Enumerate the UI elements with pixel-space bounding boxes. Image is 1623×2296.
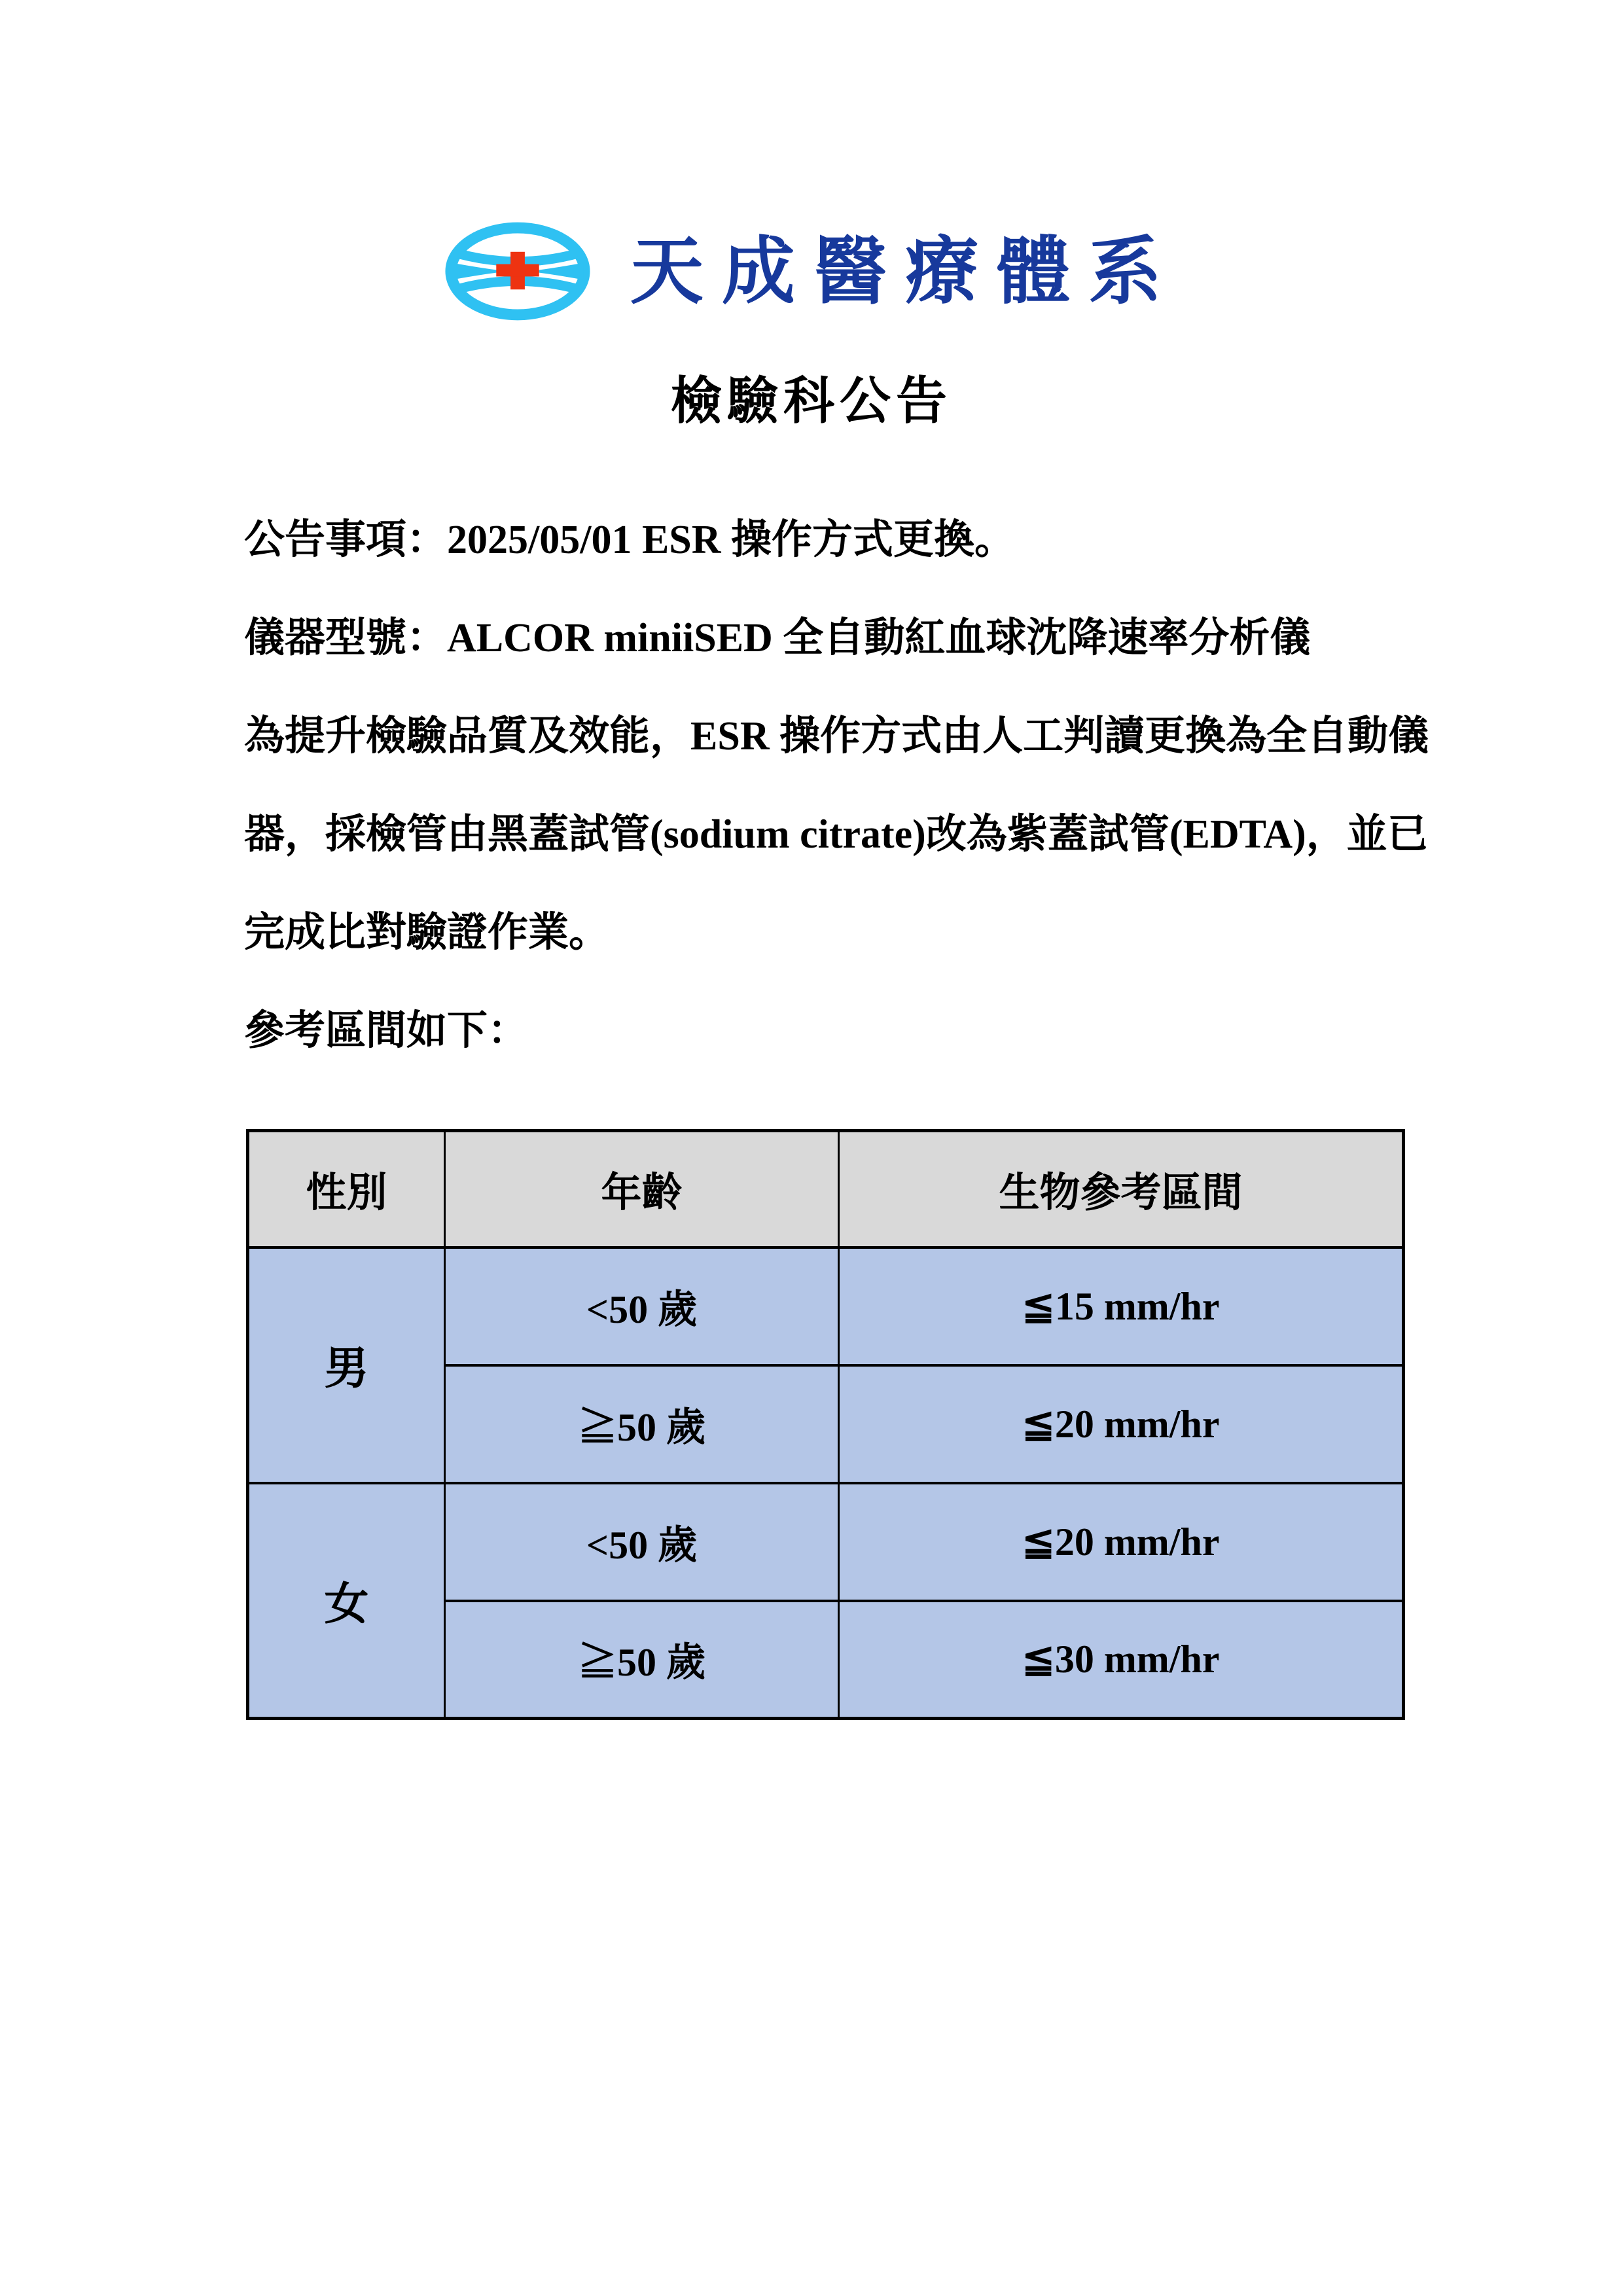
cell-range-male-under50: ≦15 mm/hr — [839, 1247, 1404, 1365]
table-row — [248, 1247, 1404, 1365]
logo-block — [443, 221, 1180, 322]
body-line-reference-intro: 參考區間如下： — [244, 1009, 529, 1053]
cell-age-female-under50: <50 歲 — [445, 1483, 839, 1601]
cell-range-female-over50: ≦30 mm/hr — [839, 1601, 1404, 1719]
body-line-instrument-model: 儀器型號：ALCOR miniiSED 全自動紅血球沈降速率分析儀 — [244, 616, 1311, 660]
table-row — [248, 1483, 1404, 1601]
cell-age-female-over50: ≧50 歲 — [445, 1601, 839, 1719]
body-line-description-2: 器，採檢管由黑蓋試管(sodium citrate)改為紫蓋試管(EDTA)，並已 — [244, 812, 1428, 857]
brand-text: 天成醫療體系 — [630, 230, 1180, 312]
cell-age-male-over50: ≧50 歲 — [445, 1365, 839, 1483]
body-line-description-1: 為提升檢驗品質及效能，ESR 操作方式由人工判讀更換為全自動儀 — [244, 714, 1429, 759]
page-title: 檢驗科公告 — [670, 372, 952, 429]
cell-age-male-under50: <50 歲 — [445, 1247, 839, 1365]
table-header-row — [248, 1131, 1404, 1247]
hospital-globe-cross-icon — [443, 221, 592, 322]
body-line-announcement-item: 公告事項：2025/05/01 ESR 操作方式更換。 — [244, 518, 1016, 562]
reference-range-table — [246, 1129, 1405, 1720]
body-line-description-3: 完成比對驗證作業。 — [244, 910, 610, 955]
cell-range-female-under50: ≦20 mm/hr — [839, 1483, 1404, 1601]
cell-range-male-over50: ≦20 mm/hr — [839, 1365, 1404, 1483]
column-header-bio-reference-range: 生物參考區間 — [839, 1131, 1404, 1247]
column-header-gender: 性別 — [248, 1131, 445, 1247]
announcement-body — [244, 491, 1429, 1080]
cell-gender-male: 男 — [248, 1247, 445, 1483]
cell-gender-female: 女 — [248, 1483, 445, 1719]
column-header-age: 年齡 — [445, 1131, 839, 1247]
